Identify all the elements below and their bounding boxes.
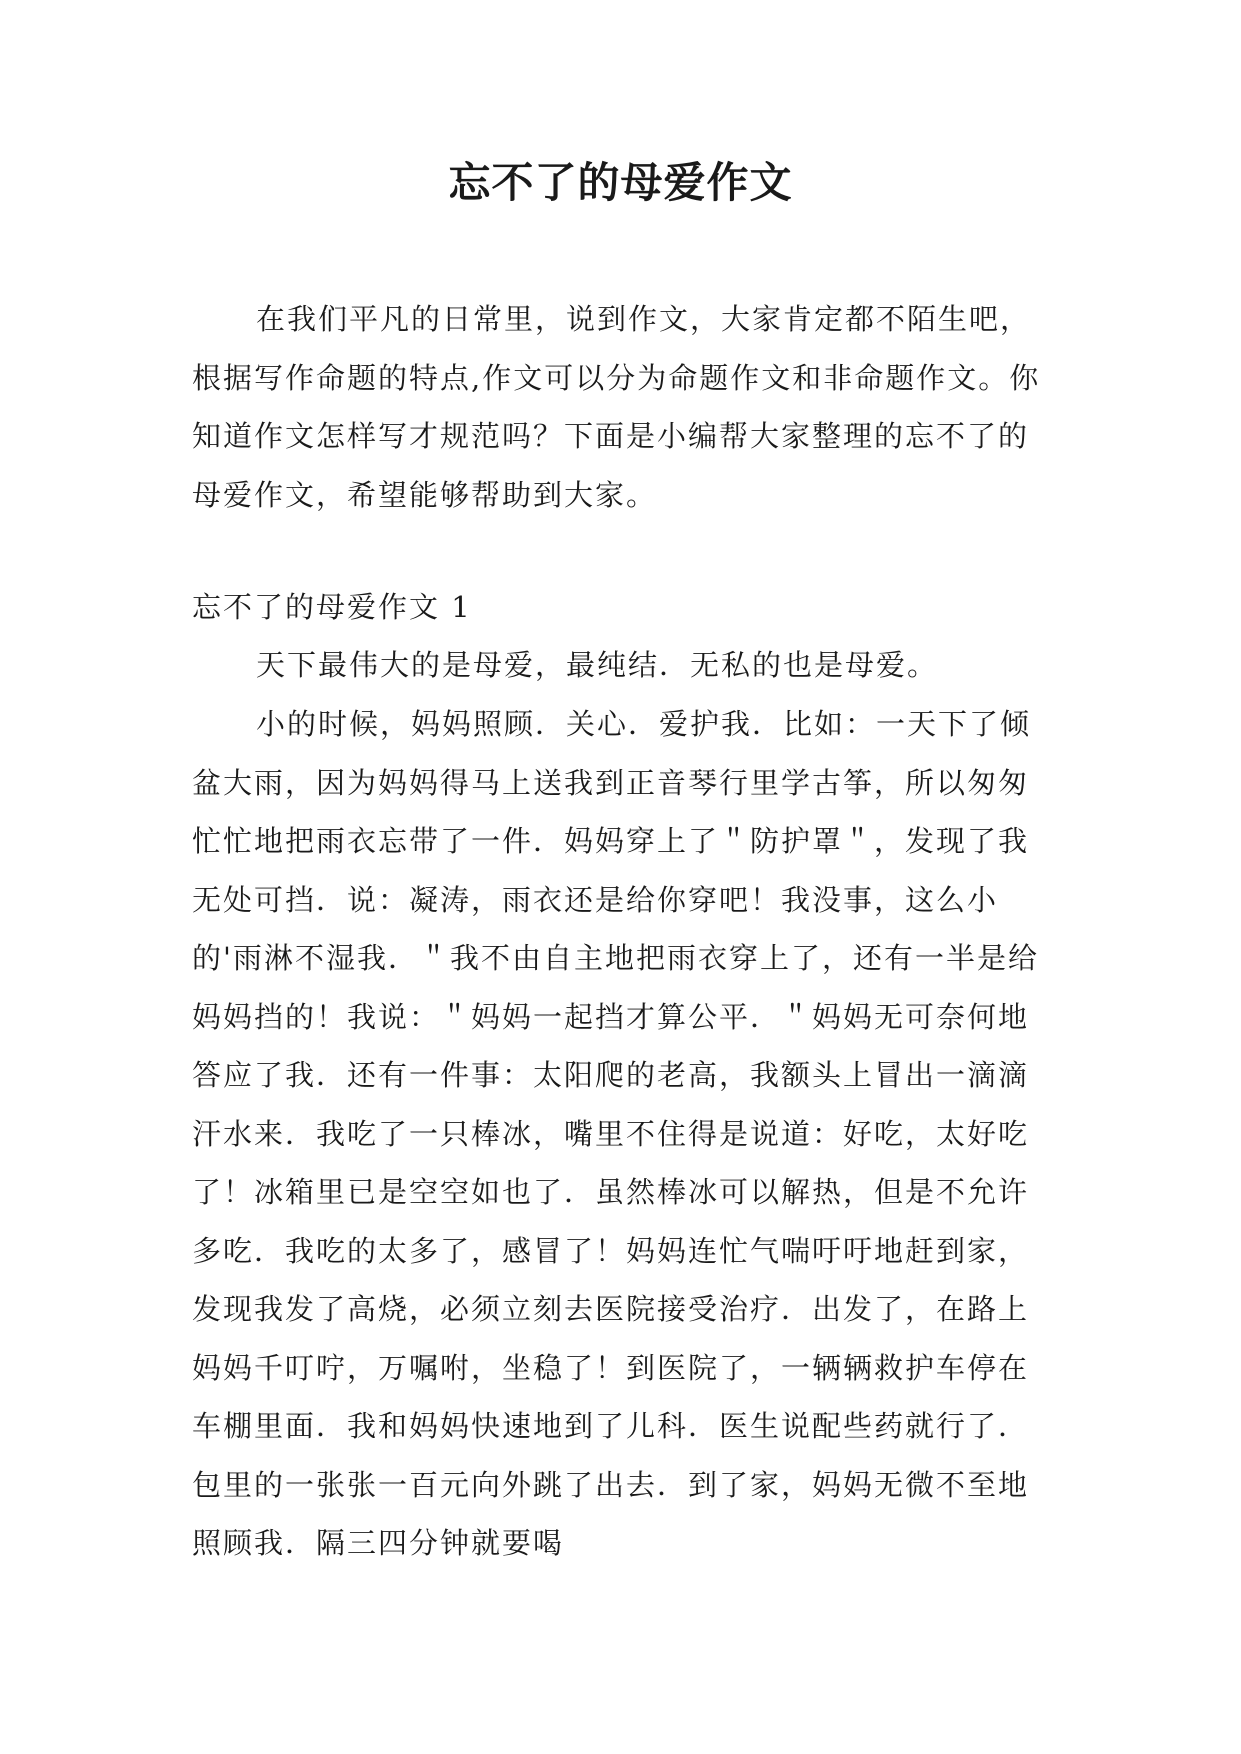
section-paragraph: 天下最伟大的是母爱，最纯结．无私的也是母爱。 bbox=[256, 648, 939, 682]
intro-paragraph: 在我们平凡的日常里，说到作文，大家肯定都不陌生吧，根据写作命题的特点,作文可以分为命题作文和非命题作文。你知道作文怎样写才规范吗？下面是小编帮大家整理的忘不了的母爱作文，希望能够帮助到大家。 bbox=[192, 302, 1041, 512]
section-paragraph: 小的时候，妈妈照顾．关心．爱护我．比如：一天下了倾盆大雨，因为妈妈得马上送我到正音琴行里学古筝，所以匆匆忙忙地把雨衣忘带了一件．妈妈穿上了＂防护罩＂，发现了我无处可挡．说：凝涛，雨衣还是给你穿吧！我没事，这么小的'雨淋不湿我．＂我不由自主地把雨衣穿上了，还有一半是给妈妈挡的！我说：＂妈妈一起挡才算公平．＂妈妈无可奈何地答应了我．还有一件事：太阳爬的老高，我额头上冒出一滴滴汗水来．我吃了一只棒冰，嘴里不住得是说道：好吃，太好吃了！冰箱里已是空空如也了．虽然棒冰可以解热，但是不允许多吃．我吃的太多了，感冒了！妈妈连忙气喘吁吁地赶到家，发现我发了高烧，必须立刻去医院接受治疗．出发了，在路上妈妈千叮咛，万嘱咐，坐稳了！到医院了，一辆辆救护车停在车棚里面．我和妈妈快速地到了儿科．医生说配些药就行了．包里的一张张一百元向外跳了出去．到了家，妈妈无微不至地照顾我．隔三四分钟就要喝 bbox=[192, 707, 1039, 1560]
document-title: 忘不了的母爱作文 bbox=[448, 158, 793, 207]
section-heading: 忘不了的母爱作文 1 bbox=[192, 590, 472, 624]
